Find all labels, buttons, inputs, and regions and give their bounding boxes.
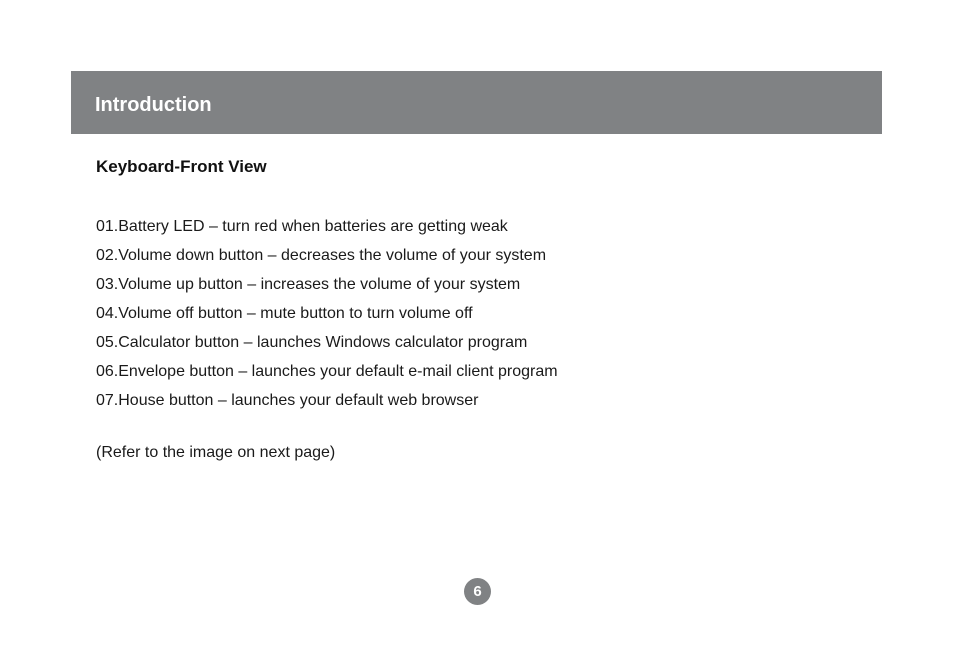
section-title: Keyboard-Front View bbox=[96, 157, 267, 176]
feature-item-battery-led: 01.Battery LED – turn red when batteries are getting weak bbox=[96, 218, 508, 235]
feature-item-calculator: 05.Calculator button – launches Windows calculator program bbox=[96, 334, 528, 351]
feature-item-house: 07.House button – launches your default web browser bbox=[96, 392, 479, 409]
header-bar bbox=[71, 71, 882, 134]
feature-item-volume-off: 04.Volume off button – mute button to turn volume off bbox=[96, 305, 473, 322]
page-title: Introduction bbox=[95, 94, 212, 116]
page-number-badge: 6 bbox=[464, 578, 491, 605]
reference-note: (Refer to the image on next page) bbox=[96, 444, 336, 461]
feature-item-volume-down: 02.Volume down button – decreases the volume of your system bbox=[96, 247, 547, 264]
feature-list bbox=[96, 212, 558, 415]
feature-item-envelope: 06.Envelope button – launches your default e-mail client program bbox=[96, 363, 558, 380]
feature-item-volume-up: 03.Volume up button – increases the volume of your system bbox=[96, 276, 521, 293]
